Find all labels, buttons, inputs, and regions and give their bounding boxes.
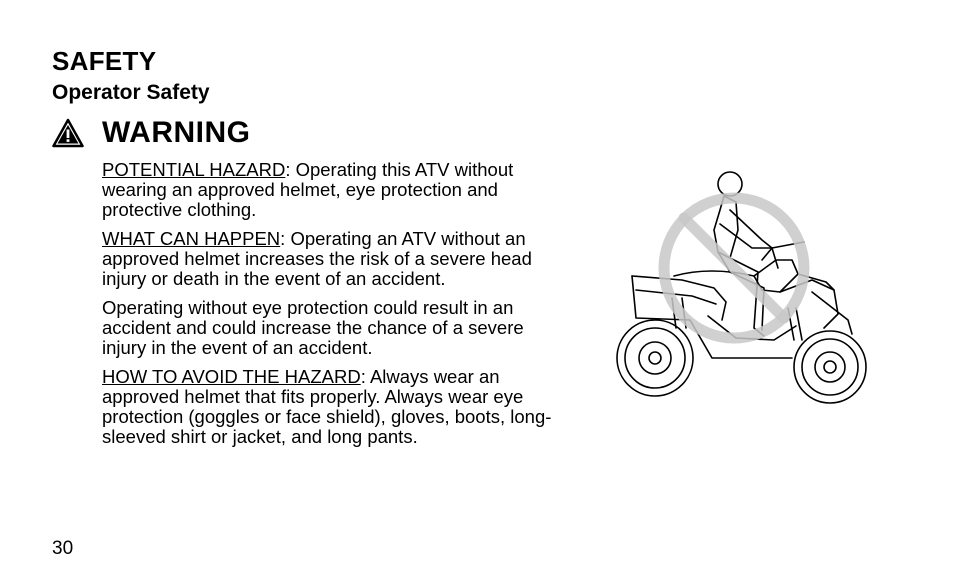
what-can-happen-paragraph — [102, 229, 552, 289]
warning-triangle-icon — [52, 118, 84, 148]
what-can-happen-term: WHAT CAN HAPPEN — [102, 228, 281, 249]
how-to-avoid-term: HOW TO AVOID THE HAZARD — [102, 366, 361, 387]
potential-hazard-paragraph — [102, 160, 552, 220]
how-to-avoid-paragraph — [102, 367, 552, 447]
warning-header — [52, 116, 251, 150]
potential-hazard-text: : Operating this ATV without wearing an approved helmet, eye protection and protective clothing. — [102, 159, 514, 220]
warning-body — [102, 160, 552, 456]
subsection-title: Operator Safety — [52, 81, 210, 104]
how-to-avoid-text: : Always wear an approved helmet that fits properly. Always wear eye protection (goggles or face shield), gloves, boots, long-sleeved shirt or jacket, and long pants. — [102, 366, 552, 447]
what-can-happen-text: : Operating an ATV without an approved helmet increases the risk of a severe head injury or death in the event of an accident. — [102, 228, 532, 289]
eye-protection-paragraph: Operating without eye protection could result in an accident and could increase the chance of a severe injury in the event of an accident. — [102, 297, 524, 358]
page-number: 30 — [52, 538, 74, 559]
potential-hazard-term: POTENTIAL HAZARD — [102, 159, 286, 180]
section-title: SAFETY — [52, 46, 157, 76]
warning-title: WARNING — [102, 116, 251, 149]
no-helmet-rider-prohibited-icon — [612, 168, 872, 408]
